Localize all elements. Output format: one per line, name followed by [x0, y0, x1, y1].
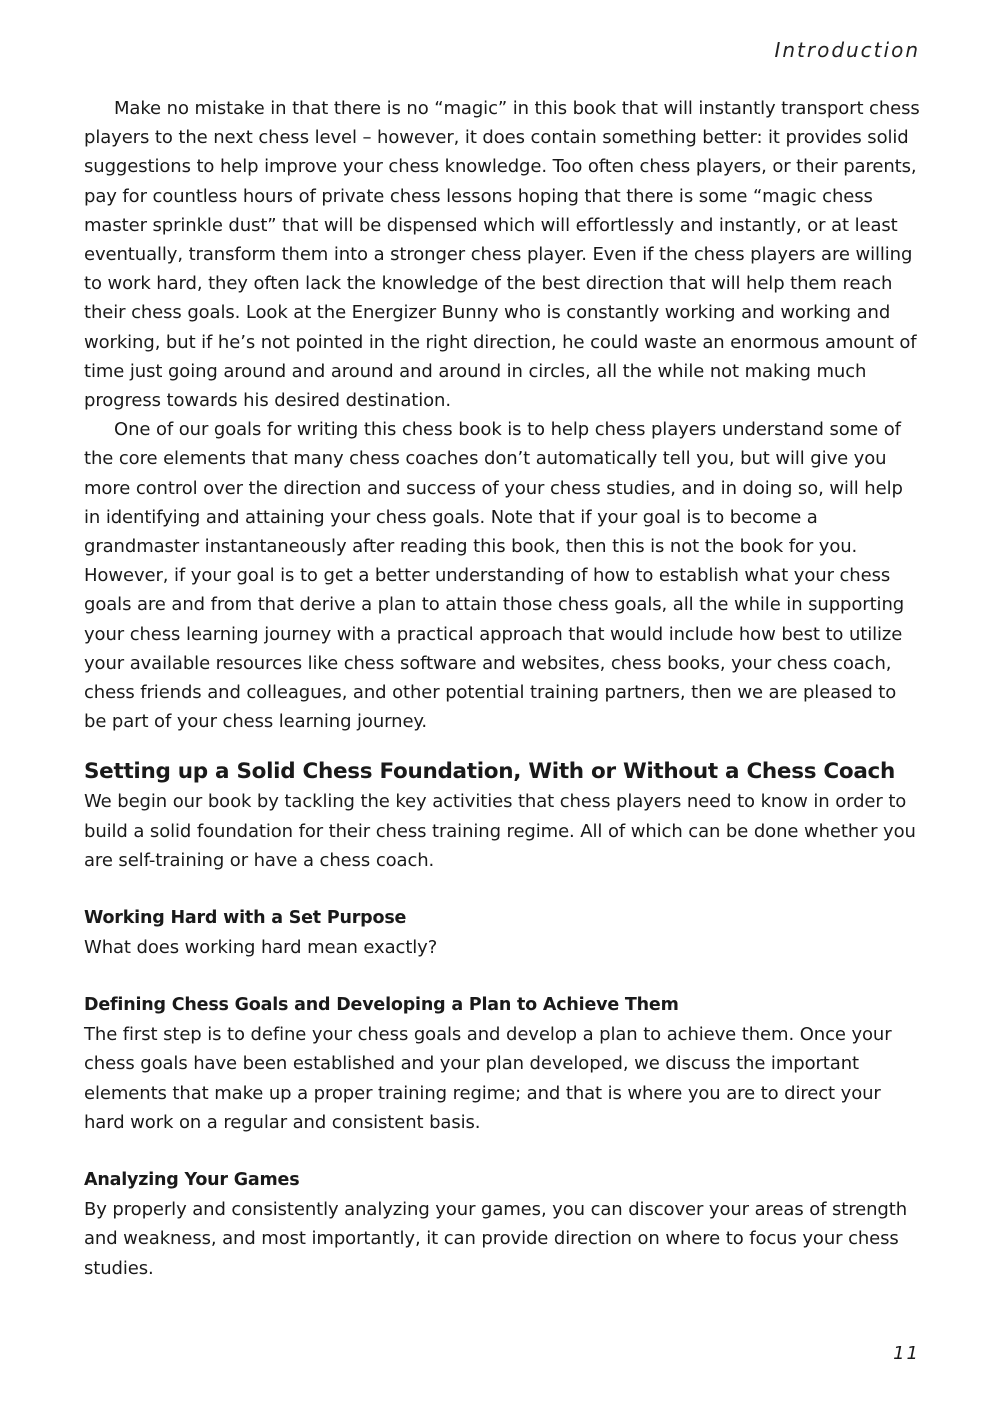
subsection-heading-defining-goals: Defining Chess Goals and Developing a Plan to Achieve Them: [84, 995, 679, 1016]
subsection-heading-working-hard: Working Hard with a Set Purpose: [84, 908, 407, 929]
section-heading: Setting up a Solid Chess Foundation, With or Without a Chess Coach: [84, 759, 896, 785]
subsection-body-working-hard: What does working hard mean exactly?: [84, 937, 438, 959]
subsection-body-defining-goals: The first step is to define your chess goals and develop a plan to achieve them. Once your chess goals have been established and your plan developed, we discuss the important elements that make up a proper training regime; and that is where you are to direct your hard work on a regular and consistent basis.: [84, 1024, 892, 1133]
book-page: [84, 0, 920, 1412]
page-content: [84, 94, 920, 1283]
intro-paragraph-2: One of our goals for writing this chess book is to help chess players understand some of the core elements that many chess coaches don’t automatically tell you, but will give you more control over the direction and success of your chess studies, and in doing so, will help in identifying and attaining your chess goals. Note that if your goal is to become a grandmaster instantaneously after reading this book, then this is not the book for you. However, if your goal is to get a better understanding of how to establish what your chess goals are and from that derive a plan to attain those chess goals, all the while in supporting your chess learning journey with a practical approach that would include how best to utilize your available resources like chess software and websites, chess books, your chess coach, chess friends and colleagues, and other potential training partners, then we are pleased to be part of your chess learning journey.: [84, 419, 905, 733]
intro-paragraph-1: Make no mistake in that there is no “magic” in this book that will instantly transport chess players to the next chess level – however, it does contain something better: it provides solid suggestions to help improve your chess knowledge. Too often chess players, or their parents, pay for countless hours of private chess lessons hoping that there is some “magic chess master sprinkle dust” that will be dispensed which will effortlessly and instantly, or at least eventually, transform them into a stronger chess player. Even if the chess players are willing to work hard, they often lack the knowledge of the best direction that will help them reach their chess goals. Look at the Energizer Bunny who is constantly working and working and working, but if he’s not pointed in the right direction, he could waste an enormous amount of time just going around and around and around in circles, all the while not making much progress towards his desired destination.: [84, 98, 920, 412]
subsection-body-analyzing-games: By properly and consistently analyzing your games, you can discover your areas of strength and weakness, and most importantly, it can provide direction on where to focus your chess studies.: [84, 1199, 908, 1279]
section-body: We begin our book by tackling the key activities that chess players need to know in order to build a solid foundation for their chess training regime. All of which can be done whether you are self-training or have a chess coach.: [84, 791, 916, 871]
subsection-heading-analyzing-games: Analyzing Your Games: [84, 1170, 300, 1191]
page-number: 11: [893, 1343, 920, 1364]
running-head: Introduction: [774, 38, 920, 62]
